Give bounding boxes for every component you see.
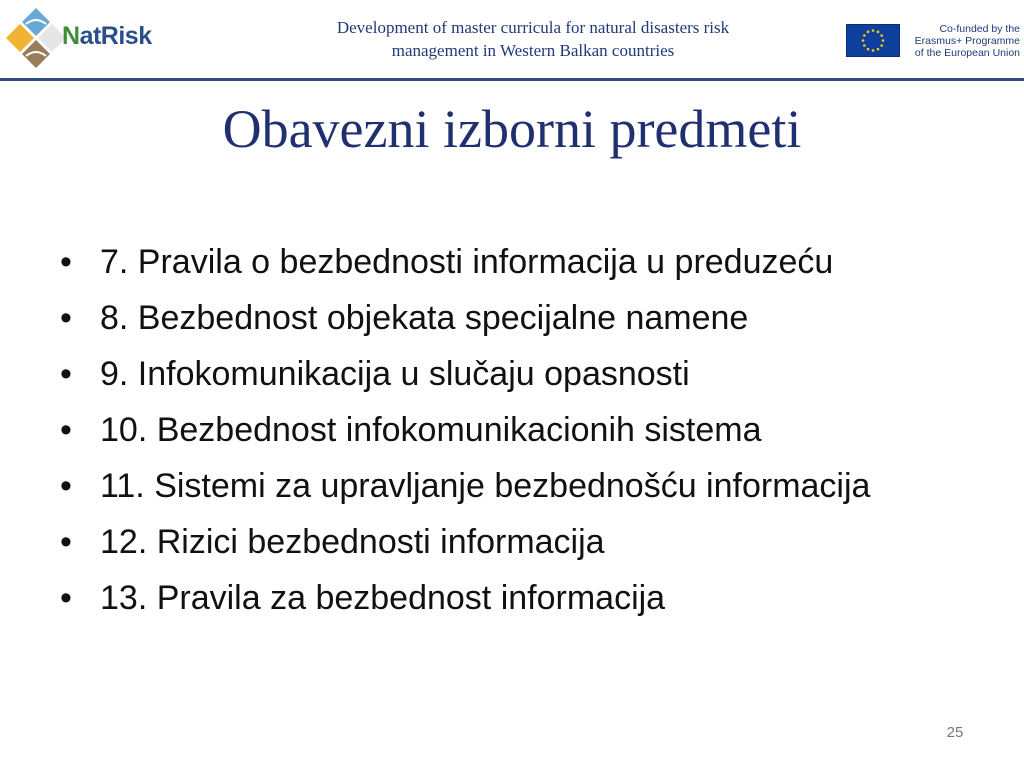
bullet-icon: •: [60, 579, 72, 617]
eu-star-icon: [867, 31, 870, 34]
eu-star-icon: [863, 44, 866, 47]
eu-star-icon: [863, 34, 866, 37]
slide-title: Obavezni izborni predmeti: [222, 99, 802, 159]
eu-text-line-3: of the European Union: [914, 47, 1020, 59]
project-title-line-1: Development of master curricula for natural disasters risk: [336, 18, 730, 37]
list-item: • 11. Sistemi za upravljanje bezbednošću informacija: [56, 464, 976, 509]
page-number: 25: [946, 724, 964, 741]
course-list: [56, 240, 976, 632]
list-item: • 8. Bezbednost objekata specijalne namene: [56, 296, 976, 341]
bullet-icon: •: [60, 243, 72, 281]
list-item: • 9. Infokomunikacija u slučaju opasnosti: [56, 352, 976, 397]
header-divider: [0, 78, 1024, 81]
bullet-icon: •: [60, 411, 72, 449]
eu-star-icon: [872, 49, 875, 52]
project-title-line-2: management in Western Balkan countries: [391, 41, 675, 60]
eu-star-icon: [877, 31, 880, 34]
eu-star-icon: [880, 44, 883, 47]
bullet-icon: •: [60, 299, 72, 337]
natrisk-emblem-icon: [6, 6, 66, 70]
natrisk-logo: [6, 6, 166, 70]
bullet-icon: •: [60, 355, 72, 393]
eu-text-line-1: Co-funded by the: [939, 23, 1020, 35]
list-item: • 10. Bezbednost infokomunikacionih sistema: [56, 408, 976, 453]
eu-star-icon: [862, 39, 865, 42]
bullet-icon: •: [60, 523, 72, 561]
project-title: [260, 16, 806, 62]
list-item: • 13. Pravila za bezbednost informacija: [56, 576, 976, 621]
erasmus-cofunded-text: [904, 23, 1020, 59]
list-item: • 12. Rizici bezbednosti informacija: [56, 520, 976, 565]
bullet-icon: •: [60, 467, 72, 505]
eu-star-icon: [872, 29, 875, 32]
slide-header: [0, 0, 1024, 80]
eu-star-icon: [867, 48, 870, 51]
logo-wordmark: NatRisk: [62, 22, 152, 50]
eu-star-icon: [882, 39, 885, 42]
eu-flag-icon: [846, 24, 900, 57]
eu-text-line-2: Erasmus+ Programme: [914, 35, 1020, 47]
eu-star-icon: [877, 48, 880, 51]
eu-star-icon: [880, 34, 883, 37]
list-item: • 7. Pravila o bezbednosti informacija u preduzeću: [56, 240, 976, 285]
